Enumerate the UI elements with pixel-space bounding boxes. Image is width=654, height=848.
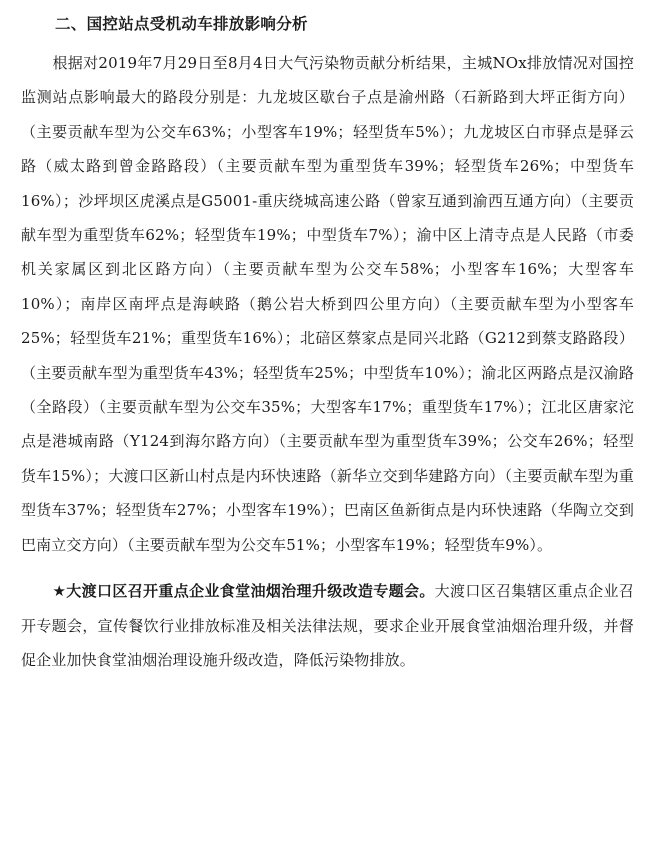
- news-paragraph: [21, 574, 634, 678]
- news-paragraph-text: 大渡口区召集辖区重点企业召开专题会，宣传餐饮行业排放标准及相关法律法规，要求企业开展食堂油烟治理升级，并督促企业加快食堂油烟治理设施升级改造，降低污染物排放。: [21, 582, 635, 670]
- news-lead-headline: ★大渡口区召开重点企业食堂油烟治理升级改造专题会。: [52, 582, 435, 601]
- section-heading: 二、国控站点受机动车排放影响分析: [55, 15, 308, 33]
- analysis-paragraph: [21, 46, 634, 562]
- analysis-paragraph-text: 根据对2019年7月29日至8月4日大气污染物贡献分析结果，主城NOx排放情况对国控监测站点影响最大的路段分别是：九龙坡区歇台子点是渝州路（石新路到大坪正街方向）（主要贡献车型为公交车63%；小型客车19%；轻型货车5%）；九龙坡区白市驿点是驿云路（威太路到曾金路路段）（主要贡献车型为重型货车39%；轻型货车26%；中型货车16%）；沙坪坝区虎溪点是G5001-重庆绕城高速公路（曾家互通到渝西互通方向）（主要贡献车型为重型货车62%；轻型货车19%；中型货车7%）；渝中区上清寺点是人民路（市委机关家属区到北区路方向）（主要贡献车型为公交车58%；小型客车16%；大型客车10%）；南岸区南坪点是海峡路（鹅公岩大桥到四公里方向）（主要贡献车型为小型客车25%；轻型货车21%；重型货车16%）；北碚区蔡家点是同兴北路（G212到蔡支路路段）（主要贡献车型为重型货车43%；轻型货车25%；中型货车10%）；渝北区两路点是汉渝路（全路段）（主要贡献车型为公交车35%；大型客车17%；重型货车17%）；江北区唐家沱点是港城南路（Y124到海尔路方向）（主要贡献车型为重型货车39%；公交车26%；轻型货车15%）；大渡口区新山村点是内环快速路（新华立交到华建路方向）（主要贡献车型为重型货车37%；轻型货车27%；小型客车19%）；巴南区鱼新街点是内环快速路（华陶立交到巴南立交方向）（主要贡献车型为公交车51%；小型客车19%；轻型货车9%）。: [21, 54, 634, 554]
